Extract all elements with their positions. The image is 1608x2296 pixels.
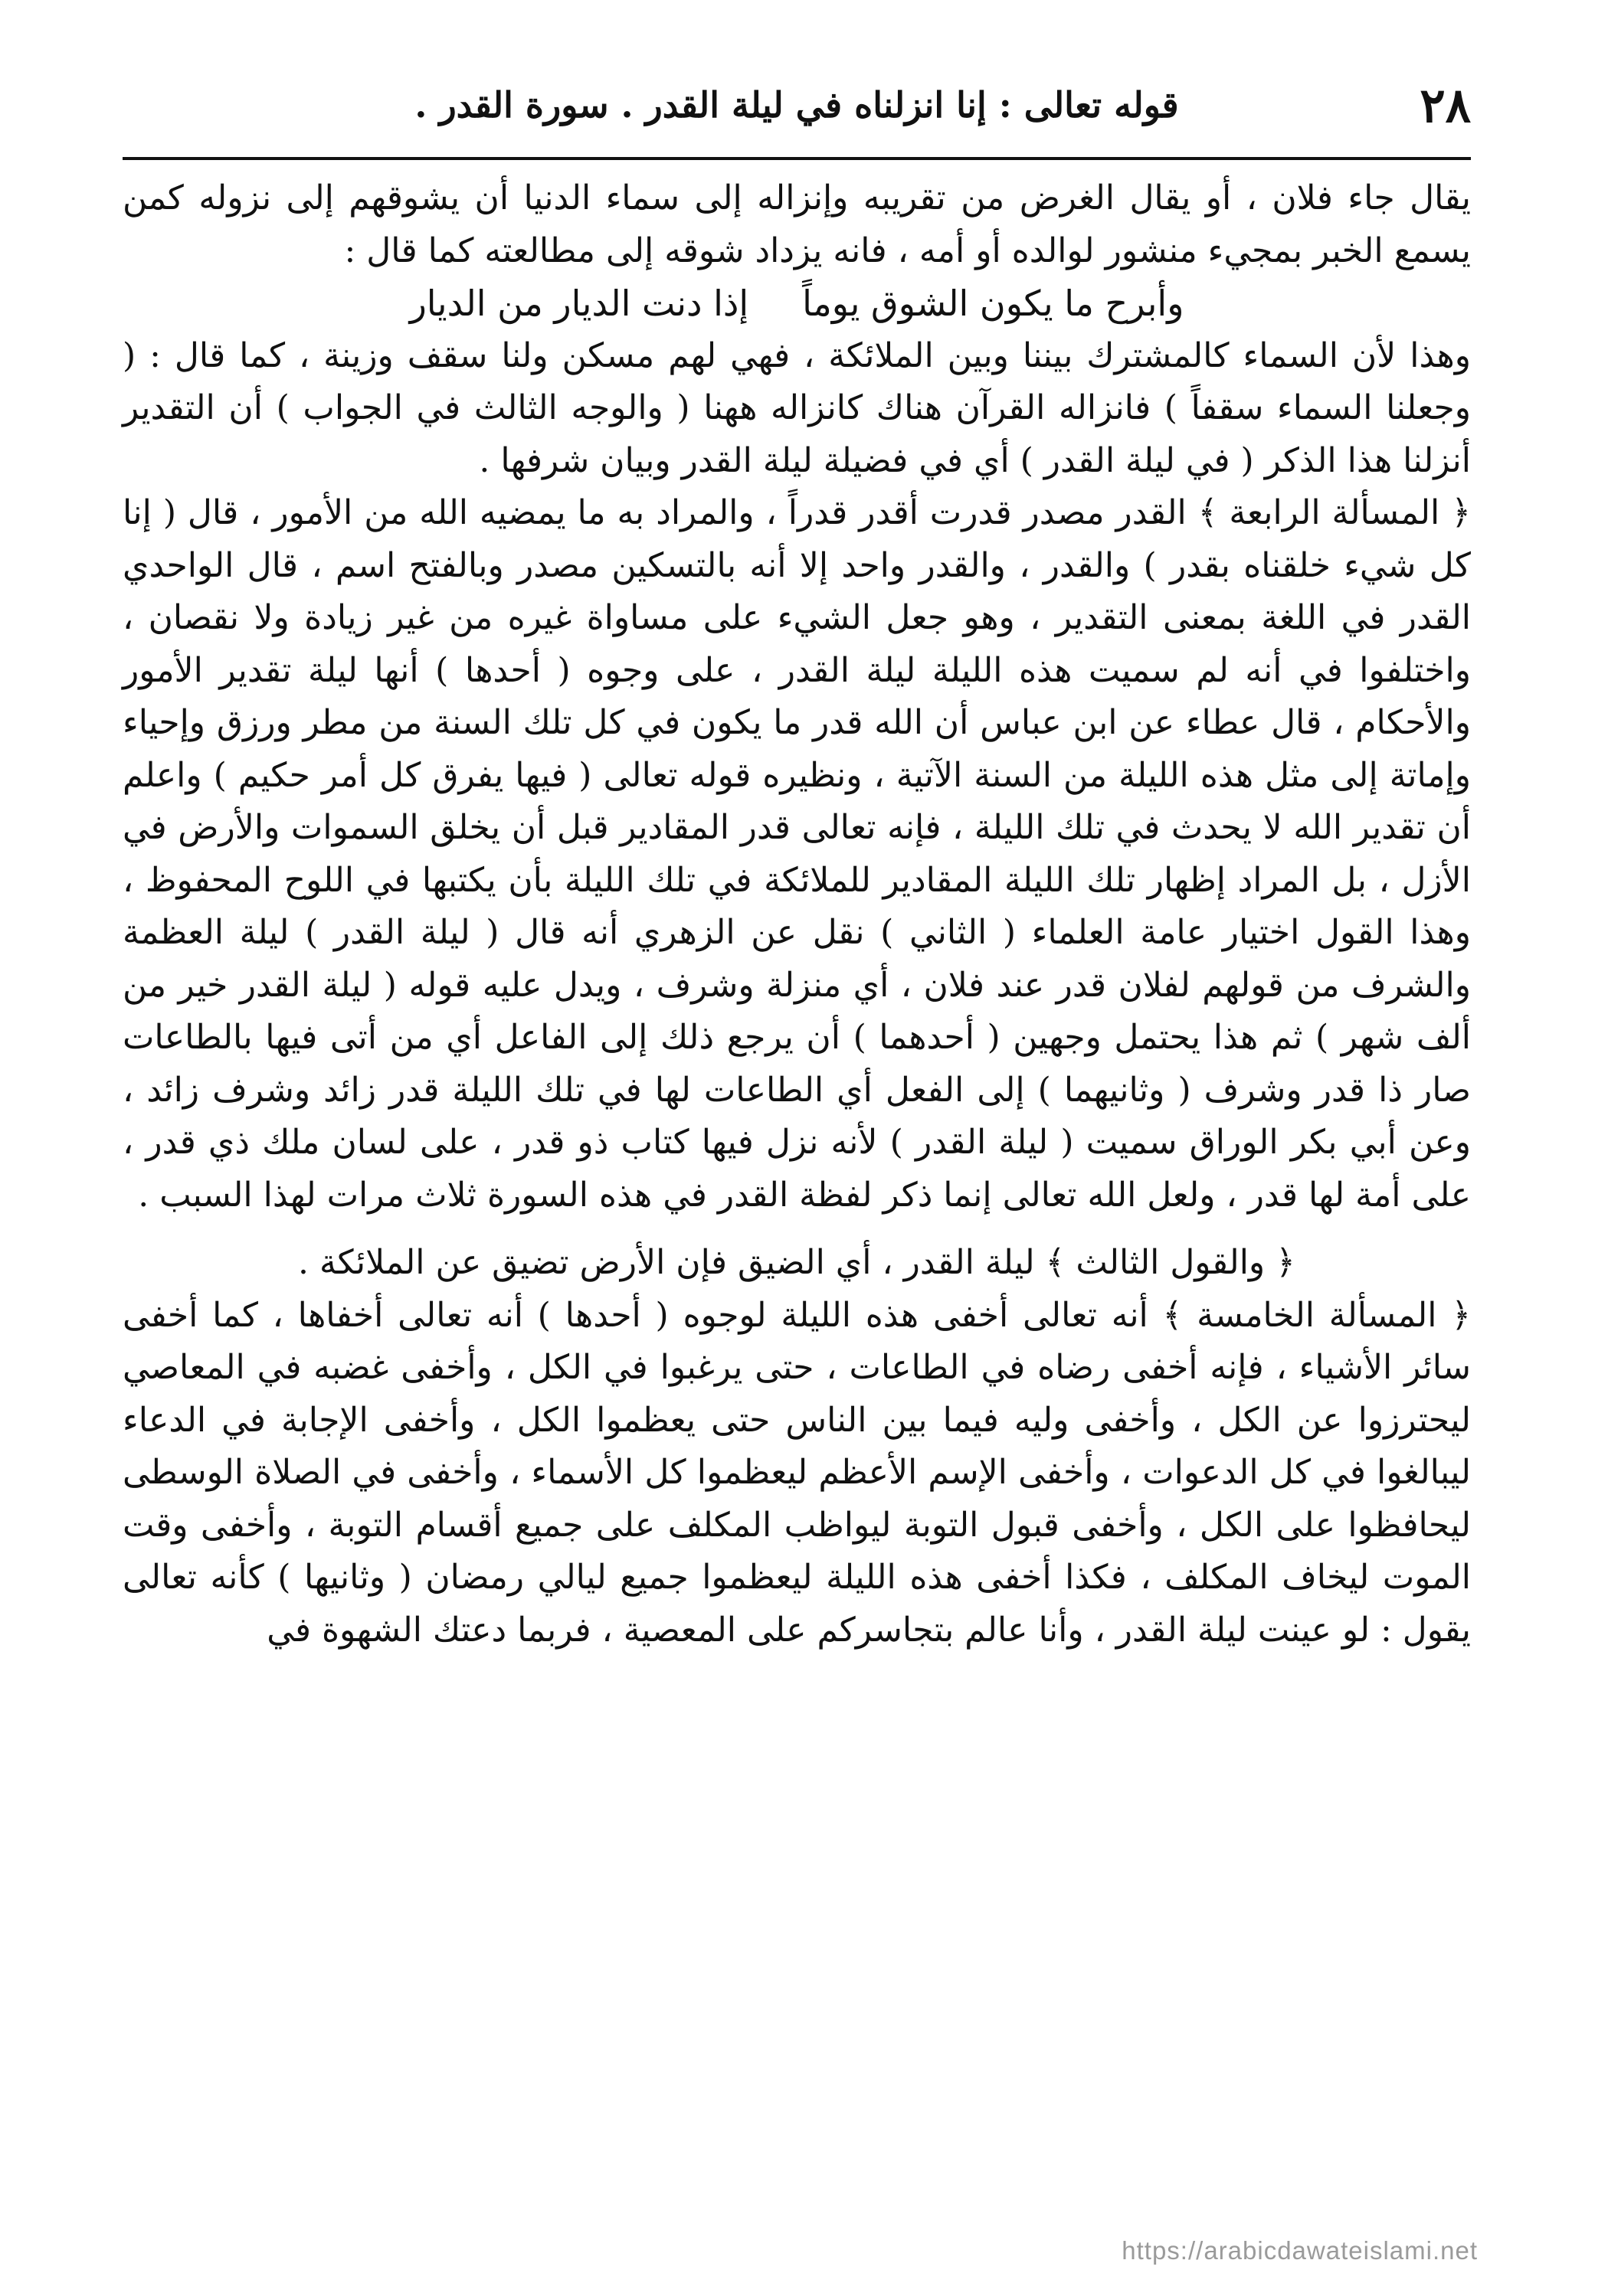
watermark-url: https://arabicdawateislami.net (1122, 2236, 1478, 2265)
paragraph-3: ﴿ المسألة الرابعة ﴾ القدر مصدر قدرت أقدر قدراً ، والمراد به ما يمضيه الله من الأمور ، قال ( إنا كل شيء خلقناه بقدر ) والقدر ، والقدر واحد إلا أنه بالتسكين مصدر وبالفتح اسم ، قال الواحدي القدر في اللغة بمعنى التقدير ، وهو جعل الشيء على مساواة غيره من غير زيادة ولا نقصان ، واختلفوا في أنه لم سميت هذه الليلة ليلة القدر ، على وجوه ( أحدها ) أنها ليلة تقدير الأمور والأحكام ، قال عطاء عن ابن عباس أن الله قدر ما يكون في كل تلك السنة من مطر ورزق وإحياء وإماتة إلى مثل هذه الليلة من السنة الآتية ، ونظيره قوله تعالى ( فيها يفرق كل أمر حكيم ) واعلم أن تقدير الله لا يحدث في تلك الليلة ، فإنه تعالى قدر المقادير قبل أن يخلق السموات والأرض في الأزل ، بل المراد إظهار تلك الليلة المقادير للملائكة في تلك الليلة بأن يكتبها في اللوح المحفوظ ، وهذا القول اختيار عامة العلماء ( الثاني ) نقل عن الزهري أنه قال ( ليلة القدر ) ليلة العظمة والشرف من قولهم لفلان قدر عند فلان ، أي منزلة وشرف ، ويدل عليه قوله ( ليلة القدر خير من ألف شهر ) ثم هذا يحتمل وجهين ( أحدهما ) أن يرجع ذلك إلى الفاعل أي من أتى فيها بالطاعات صار ذا قدر وشرف ( وثانيهما ) إلى الفعل أي الطاعات لها في تلك الليلة قدر زائد وشرف زائد ، وعن أبي بكر الوراق سميت ( ليلة القدر ) لأنه نزل فيها كتاب ذو قدر ، على لسان ملك ذي قدر ، على أمة لها قدر ، ولعل الله تعالى إنما ذكر لفظة القدر في هذه السورة ثلاث مرات لهذا السبب . (123, 493, 1471, 1215)
poetry-verse (123, 277, 1471, 330)
running-title: قوله تعالى : إنا انزلناه في ليلة القدر . سورة القدر . (414, 84, 1179, 126)
paragraph-2: وهذا لأن السماء كالمشترك بيننا وبين الملائكة ، فهي لهم مسكن ولنا سقف وزينة ، كما قال : ( وجعلنا السماء سقفاً ) فانزاله القرآن هناك كانزاله ههنا ( والوجه الثالث في الجواب ) أن التقدير أنزلنا هذا الذكر ( في ليلة القدر ) أي في فضيلة ليلة القدر وبيان شرفها . (123, 335, 1471, 480)
body-text (123, 172, 1471, 1657)
paragraph-4: ﴿ والقول الثالث ﴾ ليلة القدر ، أي الضيق فإن الأرض تضيق عن الملائكة . (298, 1243, 1295, 1282)
page-number: ٢٨ (1420, 77, 1471, 133)
header-rule (123, 157, 1471, 160)
page-header (123, 73, 1471, 142)
verse-left-hemistich: إذا دنت الديار من الديار (409, 283, 749, 324)
paragraph-5: ﴿ المسألة الخامسة ﴾ أنه تعالى أخفى هذه الليلة لوجوه ( أحدها ) أنه تعالى أخفاها ، كما أخفى سائر الأشياء ، فإنه أخفى رضاه في الطاعات ، حتى يرغبوا في الكل ، وأخفى غضبه في المعاصي ليحترزوا عن الكل ، وأخفى وليه فيما بين الناس حتى يعظموا الكل ، وأخفى الإجابة في الدعاء ليبالغوا في كل الدعوات ، وأخفى الإسم الأعظم ليعظموا كل الأسماء ، وأخفى في الصلاة الوسطى ليحافظوا على الكل ، وأخفى قبول التوبة ليواظب المكلف على جميع أقسام التوبة ، وأخفى وقت الموت ليخاف المكلف ، فكذا أخفى هذه الليلة ليعظموا جميع ليالي رمضان ( وثانيها ) كأنه تعالى يقول : لو عينت ليلة القدر ، وأنا عالم بتجاسركم على المعصية ، فربما دعتك الشهوة في (123, 1295, 1471, 1650)
verse-right-hemistich: وأبرح ما يكون الشوق يوماً (802, 283, 1184, 324)
paragraph-1: يقال جاء فلان ، أو يقال الغرض من تقريبه وإنزاله إلى سماء الدنيا أن يشوقهم إلى نزوله كمن يسمع الخبر بمجيء منشور لوالده أو أمه ، فانه يزداد شوقه إلى مطالعته كما قال : (123, 178, 1471, 270)
